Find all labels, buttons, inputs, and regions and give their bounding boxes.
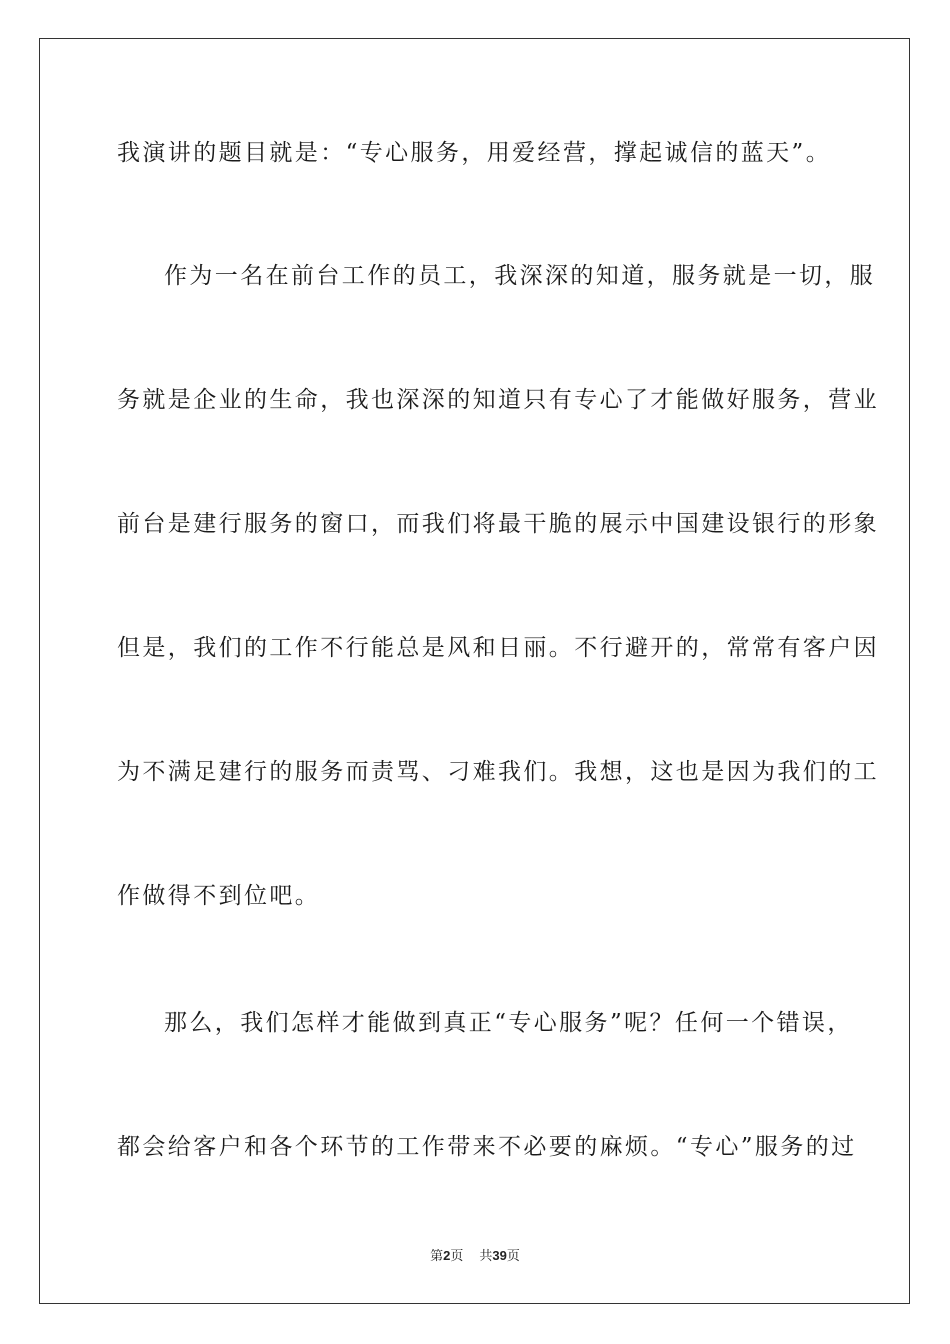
body-text-line: 但是，我们的工作不行能总是风和日丽。不行避开的，常常有客户因 xyxy=(117,635,879,661)
page-border xyxy=(39,38,910,1304)
page-footer xyxy=(0,1246,950,1267)
total-suffix: 页 xyxy=(506,1249,520,1264)
page-number: 2 xyxy=(443,1248,451,1263)
total-pages: 39 xyxy=(492,1248,507,1263)
page-prefix: 第 xyxy=(430,1249,444,1264)
body-text-line: 作做得不到位吧。 xyxy=(117,883,321,909)
body-text-line: 为不满足建行的服务而责骂、刁难我们。我想，这也是因为我们的工 xyxy=(117,759,879,785)
body-text-line: 前台是建行服务的窗口，而我们将最干脆的展示中国建设银行的形象 xyxy=(117,511,879,537)
body-text-line: 务就是企业的生命，我也深深的知道只有专心了才能做好服务，营业 xyxy=(117,387,879,413)
total-prefix: 共 xyxy=(479,1249,493,1264)
body-text-line: 我演讲的题目就是：“专心服务，用爱经营，撑起诚信的蓝天”。 xyxy=(117,140,832,166)
body-text-line: 那么，我们怎样才能做到真正“专心服务”呢？任何一个错误， xyxy=(164,1010,853,1036)
body-text-line: 作为一名在前台工作的员工，我深深的知道，服务就是一切，服 xyxy=(164,263,876,289)
page-suffix: 页 xyxy=(450,1249,464,1264)
body-text-line: 都会给客户和各个环节的工作带来不必要的麻烦。“专心”服务的过 xyxy=(117,1134,857,1160)
